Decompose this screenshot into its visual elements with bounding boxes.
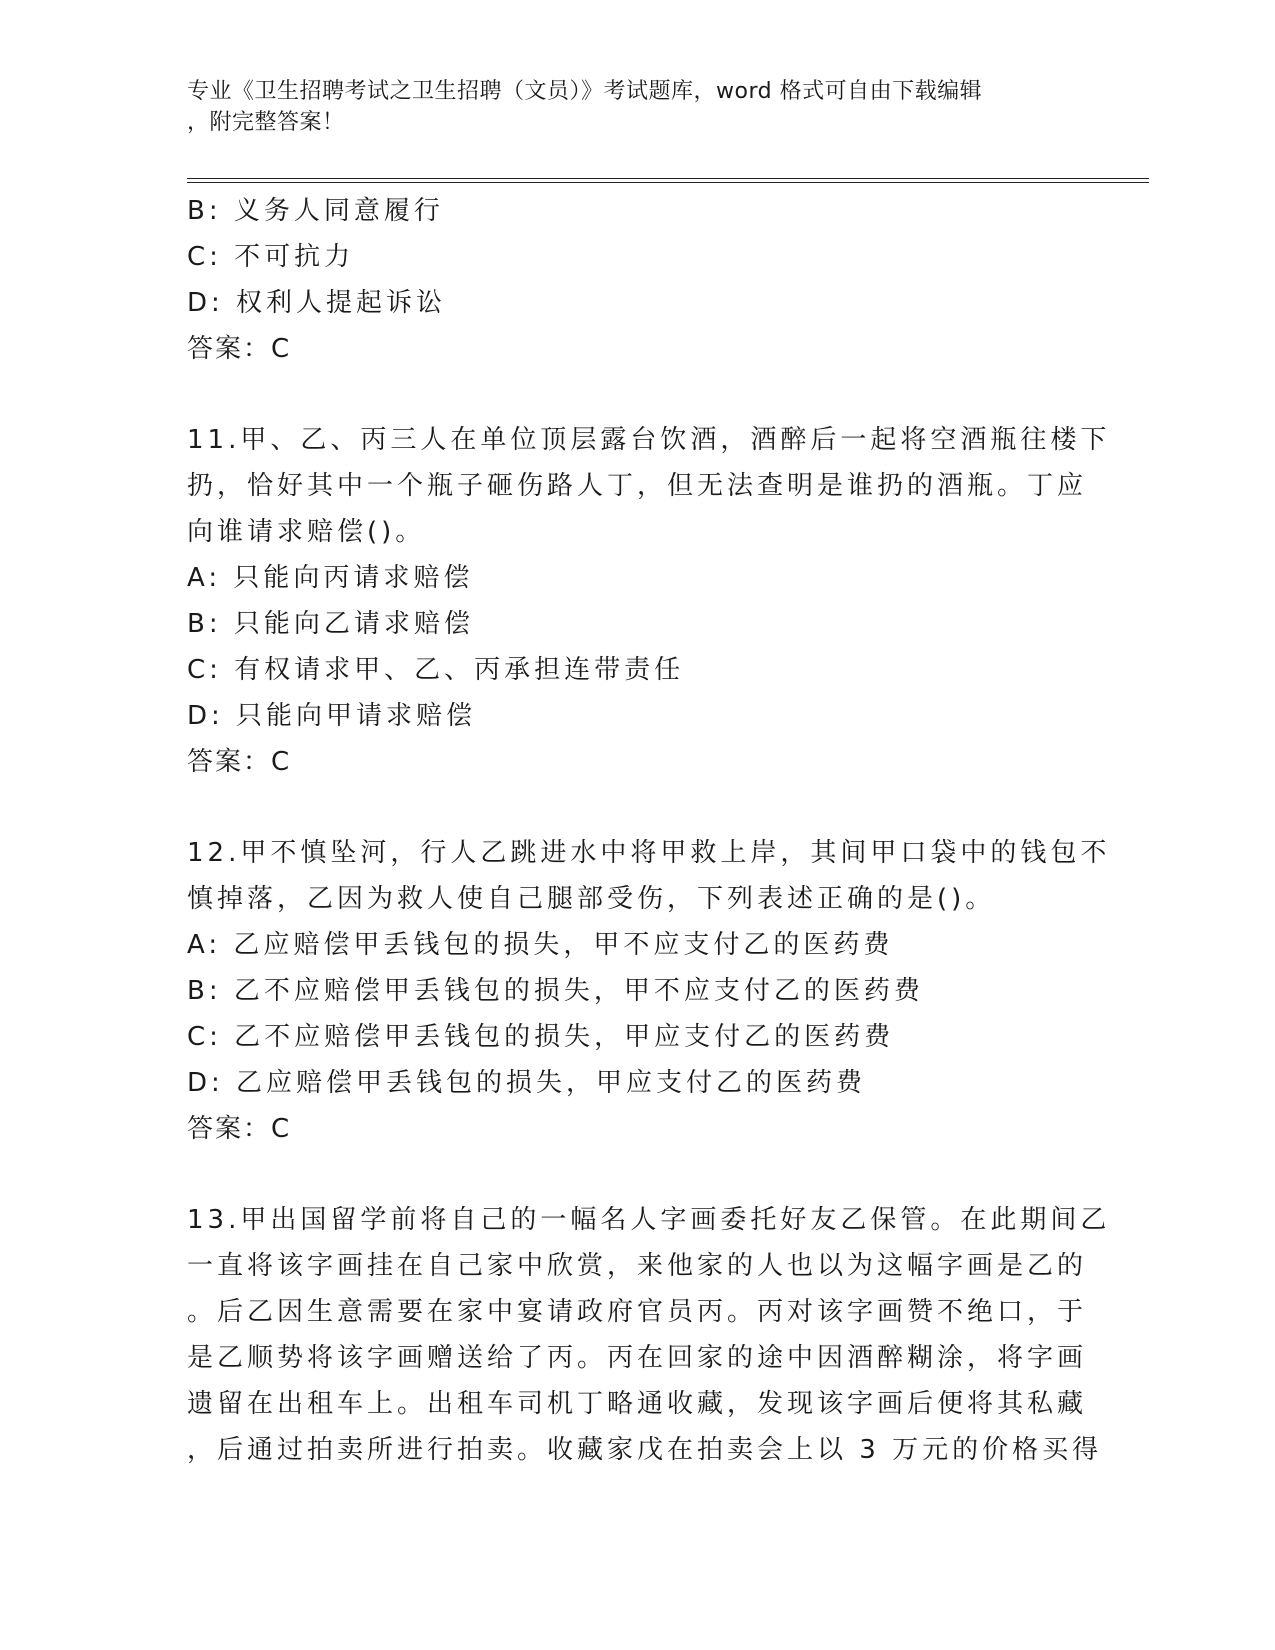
question-stem-line: 12.甲不慎坠河，行人乙跳进水中将甲救上岸，其间甲口袋中的钱包不 <box>187 838 1111 868</box>
question-stem-line: 11.甲、乙、丙三人在单位顶层露台饮酒，酒醉后一起将空酒瓶往楼下 <box>187 425 1111 455</box>
option-b: B: 乙不应赔偿甲丢钱包的损失，甲不应支付乙的医药费 <box>187 976 924 1006</box>
question-stem-line: 扔，恰好其中一个瓶子砸伤路人丁，但无法查明是谁扔的酒瓶。丁应 <box>187 471 1088 501</box>
answer-line: 答案：C <box>187 1114 292 1144</box>
question-stem-line: 是乙顺势将该字画赠送给了丙。丙在回家的途中因酒醉糊涂，将字画 <box>187 1343 1088 1373</box>
question-stem-line: 。后乙因生意需要在家中宴请政府官员丙。丙对该字画赞不绝口，于 <box>187 1297 1088 1327</box>
option-b: B: 只能向乙请求赔偿 <box>187 609 474 639</box>
question-11 <box>187 417 1111 785</box>
question-12 <box>187 830 1111 1152</box>
option-b: B: 义务人同意履行 <box>187 196 444 226</box>
question-stem-line: 一直将该字画挂在自己家中欣赏，来他家的人也以为这幅字画是乙的 <box>187 1251 1088 1281</box>
option-c: C: 不可抗力 <box>187 242 355 272</box>
question-stem-line: 遗留在出租车上。出租车司机丁略通收藏，发现该字画后便将其私藏 <box>187 1389 1088 1419</box>
header-line-2: ，附完整答案！ <box>187 110 345 135</box>
question-stem-line: 向谁请求赔偿()。 <box>187 517 426 547</box>
question-13 <box>187 1197 1111 1473</box>
header-line-1: 专业《卫生招聘考试之卫生招聘（文员）》考试题库，word 格式可自由下载编辑 <box>187 79 983 104</box>
header-divider <box>187 178 1149 183</box>
question-stem-line: 慎掉落，乙因为救人使自己腿部受伤，下列表述正确的是()。 <box>187 884 996 914</box>
answer-line: 答案：C <box>187 334 292 364</box>
question-stem-line: 13.甲出国留学前将自己的一幅名人字画委托好友乙保管。在此期间乙 <box>187 1205 1111 1235</box>
option-a: A: 只能向丙请求赔偿 <box>187 563 474 593</box>
option-c: C: 有权请求甲、乙、丙承担连带责任 <box>187 655 685 685</box>
option-d: D: 乙应赔偿甲丢钱包的损失，甲应支付乙的医药费 <box>187 1068 867 1098</box>
answer-line: 答案：C <box>187 747 292 777</box>
option-d: D: 权利人提起诉讼 <box>187 288 447 318</box>
option-a: A: 乙应赔偿甲丢钱包的损失，甲不应支付乙的医药费 <box>187 930 894 960</box>
option-d: D: 只能向甲请求赔偿 <box>187 701 477 731</box>
option-c: C: 乙不应赔偿甲丢钱包的损失，甲应支付乙的医药费 <box>187 1022 895 1052</box>
question-stem-line: ，后通过拍卖所进行拍卖。收藏家戊在拍卖会上以 3 万元的价格买得 <box>187 1435 1103 1465</box>
question-10-tail <box>187 188 1077 372</box>
document-header <box>187 76 1067 138</box>
question-content <box>187 188 1111 1473</box>
